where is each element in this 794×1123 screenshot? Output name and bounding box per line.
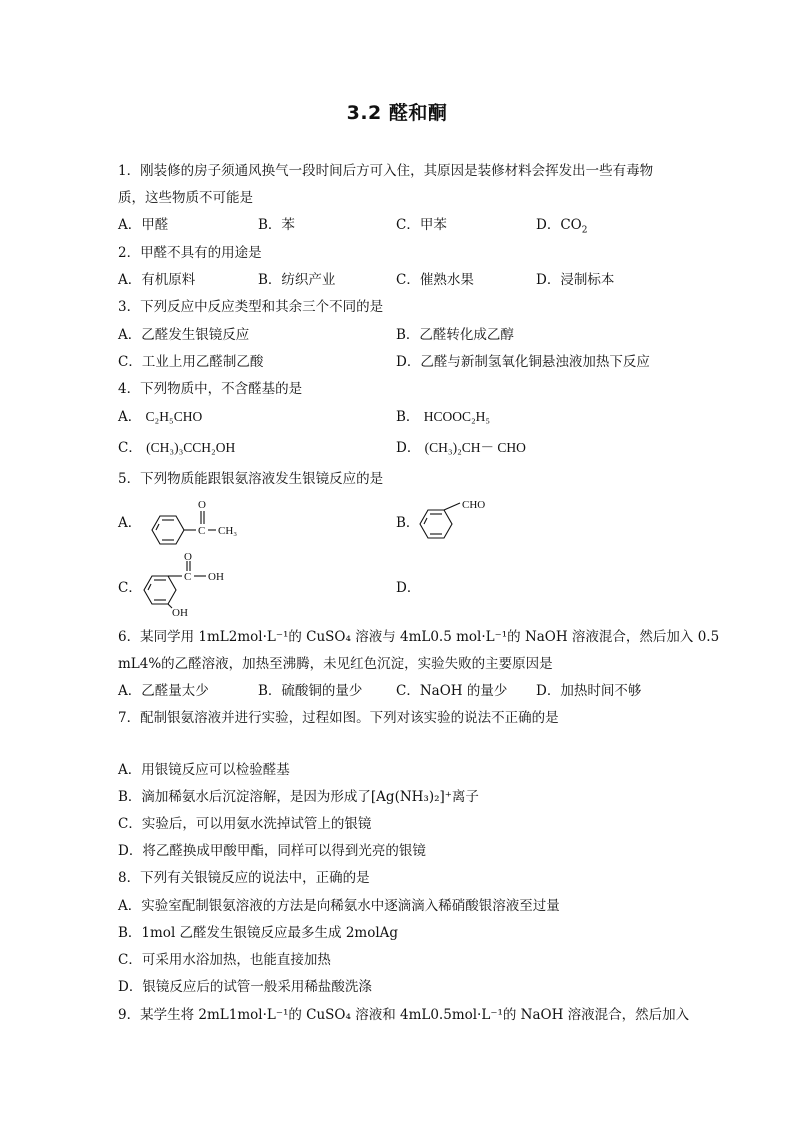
q4-option-c-formula: (CH₃)₃CCH₂OH bbox=[146, 440, 236, 455]
q4-option-b-label: B． bbox=[396, 409, 420, 425]
q1-stem-line1: 1．刚装修的房子须通风换气一段时间后方可入住，其原因是装修材料会挥发出一些有毒物 bbox=[118, 163, 654, 179]
q5-option-c-structure bbox=[138, 551, 248, 619]
q6-option-b: B．硫酸铜的量少 bbox=[258, 683, 363, 699]
q3-option-d: D．乙醛与新制氢氧化铜悬浊液加热下反应 bbox=[396, 354, 650, 370]
q5a-carbon: C bbox=[198, 525, 206, 537]
q5c-carbon: C bbox=[184, 571, 192, 583]
q6-option-a: A．乙醛量太少 bbox=[118, 683, 209, 699]
q5-option-b-label: B． bbox=[396, 515, 420, 531]
q1-option-b: B．苯 bbox=[258, 217, 295, 233]
q8-stem: 8．下列有关银镜反应的说法中，正确的是 bbox=[118, 870, 370, 886]
q5-option-c-label: C． bbox=[118, 580, 142, 596]
q5c-hydroxyl-1: OH bbox=[208, 571, 224, 583]
q9-stem-line1: 9．某学生将 2mL1mol·L⁻¹的 CuSO₄ 溶液和 4mL0.5mol·L⁻¹的 NaOH 溶液混合，然后加入 bbox=[118, 1007, 690, 1023]
q5-option-d-label: D． bbox=[396, 580, 421, 596]
salicylic-acid-structure bbox=[138, 551, 248, 619]
q4-option-a-formula: C₂H₅CHO bbox=[145, 409, 203, 424]
q2-option-a: A．有机原料 bbox=[118, 272, 196, 288]
q4-option-a-label: A． bbox=[118, 409, 142, 425]
q5-stem: 5．下列物质能跟银氨溶液发生银镜反应的是 bbox=[118, 471, 384, 487]
q1-option-a: A．甲醛 bbox=[118, 217, 169, 233]
q2-stem: 2．甲醛不具有的用途是 bbox=[118, 245, 262, 261]
q1-option-d-subscript: 2 bbox=[581, 225, 588, 236]
page-title: 3.2 醛和酮 bbox=[346, 102, 448, 124]
q2-option-b: B．纺织产业 bbox=[258, 272, 336, 288]
q3-option-b: B．乙醛转化成乙醇 bbox=[396, 327, 514, 343]
q5c-oxygen: O bbox=[184, 551, 192, 563]
q5a-methyl: CH₃ bbox=[218, 525, 238, 537]
q1-option-c: C．甲苯 bbox=[396, 217, 447, 233]
q4-option-d-label: D． bbox=[396, 440, 421, 456]
q7-option-b: B．滴加稀氨水后沉淀溶解，是因为形成了[Ag(NH₃)₂]⁺离子 bbox=[118, 789, 479, 805]
q7-option-c: C．实验后，可以用氨水洗掉试管上的银镜 bbox=[118, 816, 372, 832]
q5-option-a-structure bbox=[140, 496, 250, 554]
q7-stem: 7．配制银氨溶液并进行实验，过程如图。下列对该实验的说法不正确的是 bbox=[118, 710, 559, 726]
q2-option-d: D．浸制标本 bbox=[536, 272, 615, 288]
q7-option-d: D．将乙醛换成甲酸甲酯，同样可以得到光亮的银镜 bbox=[118, 843, 426, 859]
q5c-hydroxyl-2: OH bbox=[172, 607, 188, 619]
q5b-aldehyde: CHO bbox=[462, 499, 486, 511]
q3-option-c: C．工业上用乙醛制乙酸 bbox=[118, 354, 264, 370]
q6-option-c: C．NaOH 的量少 bbox=[396, 683, 508, 699]
q5-option-a-label: A． bbox=[118, 515, 142, 531]
q4-option-b-formula: HCOOC₂H₅ bbox=[423, 409, 491, 424]
q4-option-d bbox=[396, 438, 526, 458]
q4-option-b bbox=[396, 407, 490, 427]
q1-option-d-text: D．CO bbox=[536, 217, 582, 233]
q4-stem: 4．下列物质中，不含醛基的是 bbox=[118, 381, 303, 397]
q3-stem: 3．下列反应中反应类型和其余三个不同的是 bbox=[118, 299, 384, 315]
q2-option-c: C．催熟水果 bbox=[396, 272, 474, 288]
q6-stem-line2: mL4%的乙醛溶液，加热至沸腾，未见红色沉淀，实验失败的主要原因是 bbox=[118, 656, 553, 672]
q6-option-d: D．加热时间不够 bbox=[536, 683, 642, 699]
q8-option-d: D．银镜反应后的试管一般采用稀盐酸洗涤 bbox=[118, 979, 372, 995]
q3-option-a: A．乙醛发生银镜反应 bbox=[118, 327, 250, 343]
q6-stem-line1: 6．某同学用 1mL2mol·L⁻¹的 CuSO₄ 溶液与 4mL0.5 mol·L⁻¹的 NaOH 溶液混合，然后加入 0.5 bbox=[118, 629, 720, 645]
q8-option-b: B．1mol 乙醛发生银镜反应最多生成 2molAg bbox=[118, 925, 399, 941]
q8-option-c: C．可采用水浴加热，也能直接加热 bbox=[118, 952, 331, 968]
q4-option-d-formula: (CH₃)₂CH－ CHO bbox=[424, 440, 526, 455]
q7-option-a: A．用银镜反应可以检验醛基 bbox=[118, 762, 290, 778]
q4-option-c-label: C． bbox=[118, 440, 142, 456]
q5-option-b-structure bbox=[414, 500, 504, 548]
q1-stem-line2: 质，这些物质不可能是 bbox=[118, 190, 253, 206]
q4-option-a bbox=[118, 407, 202, 427]
q4-option-c bbox=[118, 438, 235, 458]
q8-option-a: A．实验室配制银氨溶液的方法是向稀氨水中逐滴滴入稀硝酸银溶液至过量 bbox=[118, 898, 560, 914]
q5a-oxygen: O bbox=[198, 499, 206, 511]
q1-option-d bbox=[536, 215, 587, 235]
benzaldehyde-structure bbox=[414, 500, 504, 548]
acetophenone-structure bbox=[140, 496, 250, 554]
